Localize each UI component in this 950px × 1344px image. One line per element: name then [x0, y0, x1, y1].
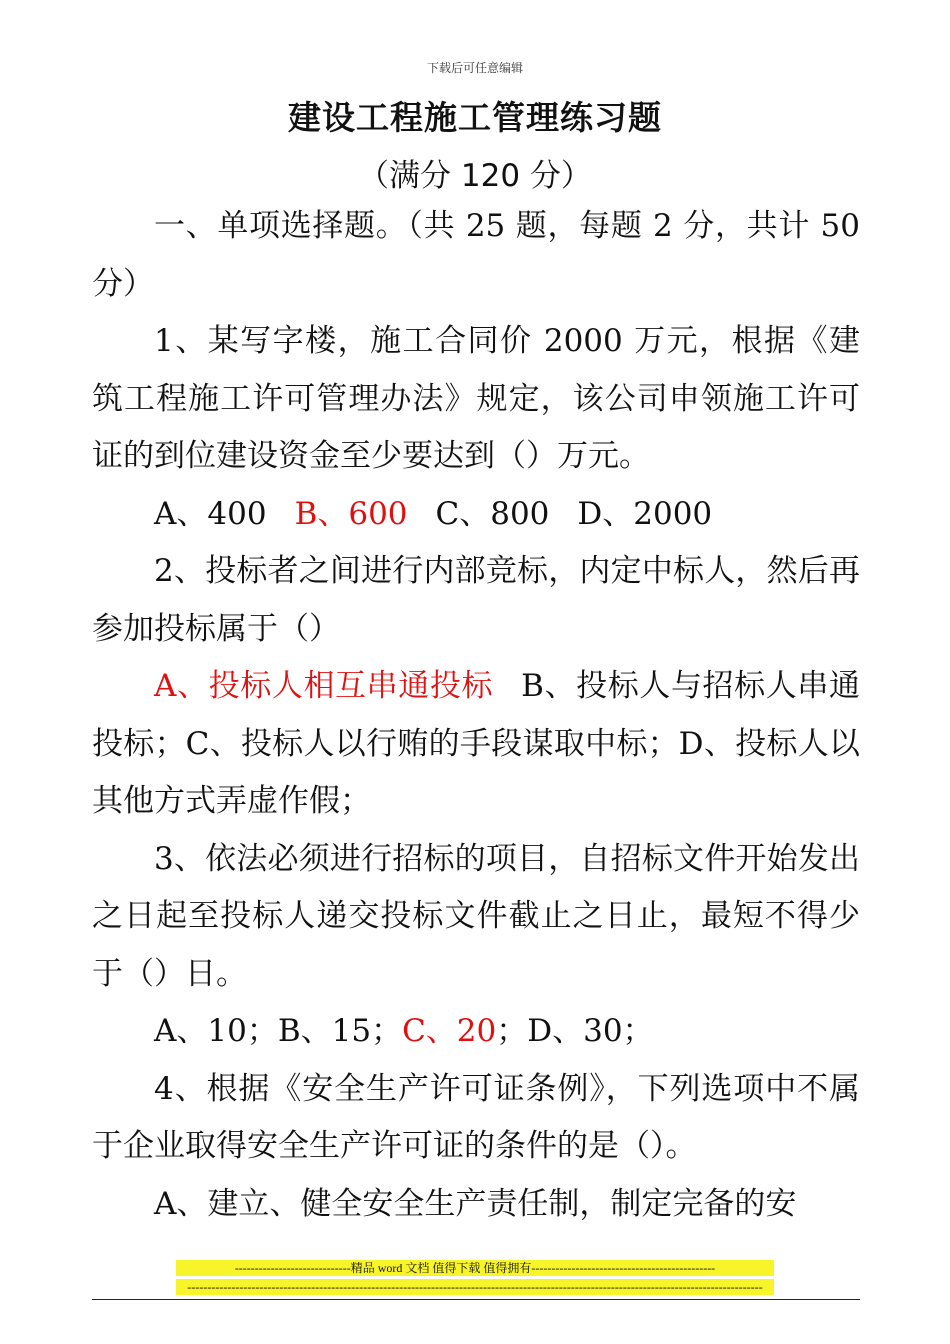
- page-title: 建设工程施工管理练习题: [288, 98, 662, 137]
- question-4-option-a: A、建立、健全安全生产责任制，制定完备的安: [154, 1185, 797, 1222]
- section-heading: 一、单项选择题。（共 25 题，每题 2 分，共计 50 分）: [92, 208, 860, 302]
- question-3-stem: 3、依法必须进行招标的项目，自招标文件开始发出之日起至投标人递交投标文件截止之日止，最短不得少于（）日。: [92, 840, 860, 992]
- question-3-option-c-correct: C、20: [402, 1013, 497, 1049]
- question-3-option-d: ；D、30；: [496, 1013, 654, 1049]
- question-2-option-rest: B、投标人与招标人串通投标；C、投标人以行贿的手段谋取中标；D、投标人以其他方式弄虚作假；: [92, 668, 860, 819]
- footer-dash-line: ------------------------------------------------------------------------------------------------------------------------------------------------: [176, 1279, 774, 1295]
- question-3-options: [92, 1003, 860, 1061]
- footer-watermark-line: -----------------------------精品 word 文档 值得下载 值得拥有----------------------------------------------: [176, 1260, 774, 1276]
- question-3-option-a: A、10；: [154, 1013, 278, 1049]
- question-3-option-b: B、15；: [277, 1013, 403, 1049]
- header-note: 下载后可任意编辑: [426, 61, 523, 75]
- question-2-options: [92, 658, 860, 831]
- question-1-stem: 1、某写字楼，施工合同价 2000 万元，根据《建筑工程施工许可管理办法》规定，该公司申领施工许可证的到位建设资金至少要达到（）万元。: [92, 323, 860, 474]
- question-2-stem: 2、投标者之间进行内部竞标，内定中标人，然后再参加投标属于（）: [92, 553, 860, 647]
- question-1-option-a: A、400: [154, 495, 267, 532]
- question-2-option-a-correct: A、投标人相互串通投标: [154, 668, 494, 704]
- question-1-option-b-correct: B、600: [294, 495, 408, 532]
- document-body: [92, 198, 860, 1233]
- footer-rule: [92, 1299, 860, 1300]
- question-1-option-d: D、2000: [577, 495, 713, 532]
- page-subtitle: （满分 120 分）: [358, 158, 592, 194]
- question-1-option-c: C、800: [435, 495, 550, 532]
- question-1-options: [92, 486, 860, 544]
- question-4-stem: 4、根据《安全生产许可证条例》，下列选项中不属于企业取得安全生产许可证的条件的是（）。: [92, 1070, 860, 1164]
